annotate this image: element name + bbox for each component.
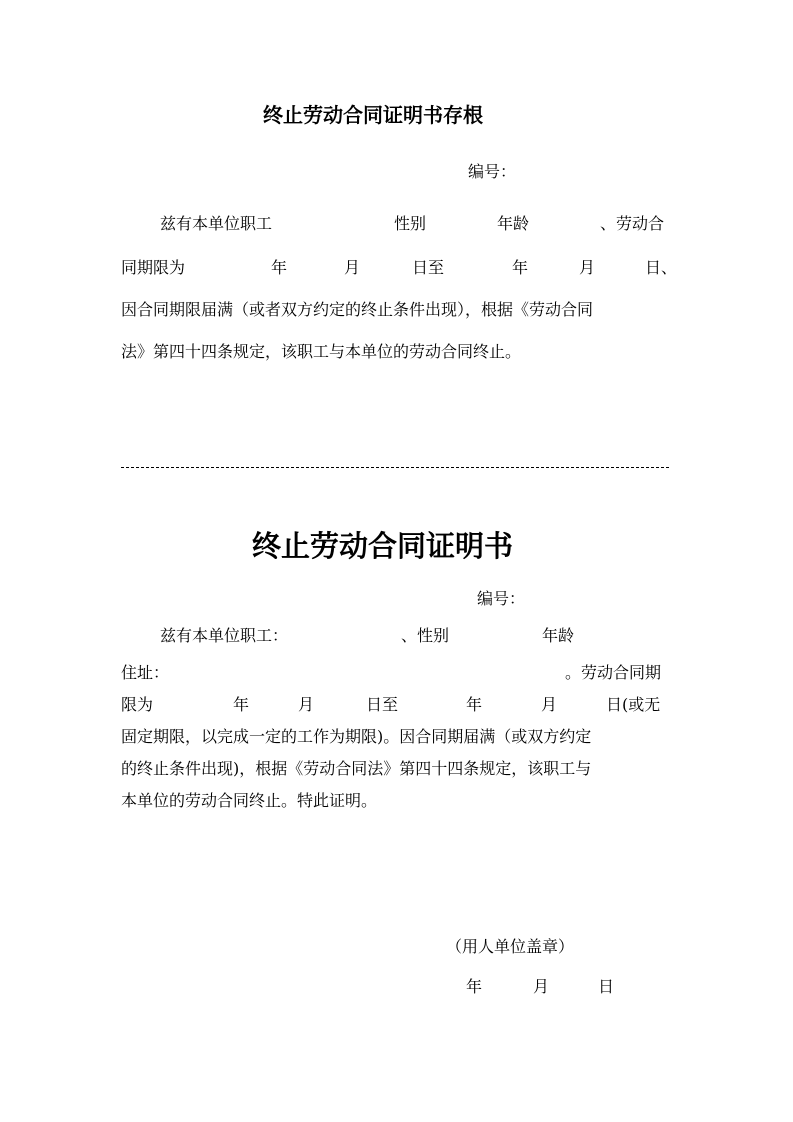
cut-line <box>121 467 669 468</box>
stub-line1-tail: 、劳动合 <box>600 214 665 233</box>
stub-line2-year1: 年 <box>271 258 288 277</box>
stub-line2-year2: 年 <box>512 258 529 277</box>
seal-label: （用人单位盖章） <box>446 937 575 956</box>
cert-line1-age: 年龄 <box>542 626 575 645</box>
cert-line3-year1: 年 <box>233 695 250 714</box>
cert-line3-month1: 月 <box>298 695 315 714</box>
stub-line2-lead: 同期限为 <box>121 258 186 277</box>
cert-line3-day-to: 日至 <box>366 695 399 714</box>
cert-line3-year2: 年 <box>466 695 483 714</box>
certificate-number-label: 编号： <box>477 589 526 608</box>
stub-line2-day-to: 日至 <box>412 258 445 277</box>
cert-line6: 本单位的劳动合同终止。特此证明。 <box>121 791 378 810</box>
cert-line2-tail: 。劳动合同期 <box>565 663 662 682</box>
stub-line2-day2: 日、 <box>645 258 678 277</box>
stub-line4: 法》第四十四条规定，该职工与本单位的劳动合同终止。 <box>121 342 522 361</box>
cert-line4: 固定期限，以完成一定的工作为期限)。因合同期届满（或双方约定 <box>121 727 592 746</box>
stub-line1-lead: 兹有本单位职工 <box>160 214 273 233</box>
cert-line3-tail: 日(或无 <box>606 695 661 714</box>
cert-line3-lead: 限为 <box>121 695 154 714</box>
certificate-title: 终止劳动合同证明书 <box>252 529 514 563</box>
stub-line2-month2: 月 <box>579 258 596 277</box>
stub-number-label: 编号： <box>468 162 517 181</box>
stub-title: 终止劳动合同证明书存根 <box>263 103 483 127</box>
date-month: 月 <box>533 977 550 996</box>
cert-line5: 的终止条件出现)，根据《劳动合同法》第四十四条规定，该职工与 <box>121 759 592 778</box>
stub-line1-gender: 性别 <box>394 214 427 233</box>
date-day: 日 <box>598 977 615 996</box>
stub-line3: 因合同期限届满（或者双方约定的终止条件出现），根据《劳动合同 <box>121 300 594 319</box>
stub-line2-month1: 月 <box>344 258 361 277</box>
date-year: 年 <box>466 977 483 996</box>
stub-line1-age: 年龄 <box>497 214 530 233</box>
cert-line1-lead: 兹有本单位职工： <box>160 626 289 645</box>
cert-line1-gender: 、性别 <box>401 626 450 645</box>
cert-line2-address: 住址： <box>121 663 170 682</box>
cert-line3-month2: 月 <box>541 695 558 714</box>
